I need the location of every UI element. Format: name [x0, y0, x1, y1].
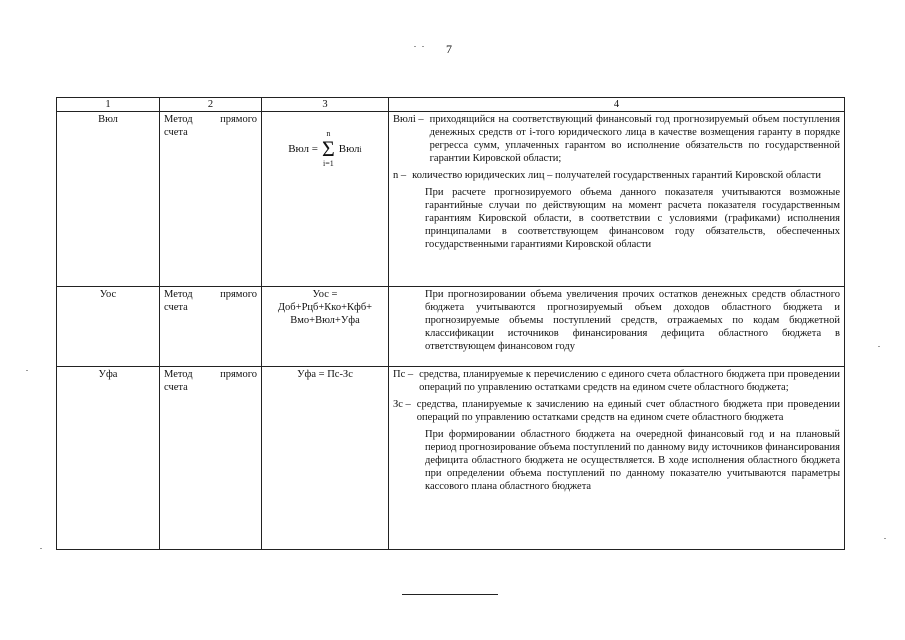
scan-speck	[878, 346, 880, 347]
indicator-table	[56, 97, 845, 550]
formula-term: Вюл	[338, 142, 360, 155]
method-continuation: счета	[164, 382, 188, 393]
calculation-note: При расчете прогнозируемого объема данного показателя учитываются возможные гарантийные случаи по действующим на момент расчета показателя государственным гарантиям Кировской области, в соответствии с условиями (графиками) исполнения принципалами в соответствующем финансовом году обязательств, обеспеченных государственными гарантиями Кировской области	[425, 187, 840, 250]
definition-symbol: n –	[393, 170, 407, 181]
method-first-line: Метод прямого	[164, 289, 257, 300]
definition-item	[393, 398, 840, 424]
scan-speck	[26, 370, 28, 371]
definition-symbol: Пс –	[393, 369, 414, 380]
calculation-note: При прогнозировании объема увеличения прочих остатков денежных средств областного бюджета учитываются прогнозируемый объем доходов областного бюджета и прогнозируемые объемы поступлений средств, отражаемых по кодам бюджетной классификации источников финансирования дефицита областного бюджета в ответствующем финансовом году	[425, 289, 840, 352]
table-header-row	[57, 98, 845, 112]
formula-cell	[262, 112, 389, 287]
method-cell	[160, 287, 262, 367]
definition-text: количество юридических лиц – получателей государственных гарантий Кировской области	[412, 170, 821, 181]
sum-formula	[266, 129, 384, 169]
scan-speck	[414, 46, 416, 47]
scan-speck	[422, 46, 424, 47]
table-row	[57, 367, 845, 550]
footer-divider	[402, 594, 498, 595]
definition-symbol: Вюлі –	[393, 114, 424, 125]
definition-text: средства, планируемые к зачислению на единый счет областного бюджета при проведении операций по управлению остатками средств на едином счете областного бюджета	[416, 399, 840, 423]
description-cell	[389, 367, 845, 550]
definition-text: средства, планируемые к перечислению с единого счета областного бюджета при проведении операций по управлению остатками средств на едином счете областного бюджета;	[419, 369, 840, 393]
column-header: 1	[57, 98, 160, 112]
method-cell	[160, 367, 262, 550]
definition-item	[393, 113, 840, 165]
table-row	[57, 112, 845, 287]
formula-term-subscript: i	[359, 144, 362, 154]
definition-item	[393, 368, 840, 394]
indicator-code: Уфа	[57, 367, 160, 550]
method-first-line: Метод прямого	[164, 114, 257, 125]
method-cell	[160, 112, 262, 287]
formula-cell: Уфа = Пс-Зс	[262, 367, 389, 550]
formula-lhs: Вюл =	[288, 142, 318, 155]
formula-cell: Уос = Доб+Рцб+Кко+Кфб+ Вмо+Вюл+Уфа	[262, 287, 389, 367]
method-continuation: счета	[164, 127, 188, 138]
sigma-icon: n Σ i=1	[321, 129, 335, 168]
definition-symbol: Зс –	[393, 399, 411, 410]
definition-text: приходящийся на соответствующий финансовый год прогнозируемый объем поступления денежных средств от i-того юридического лица в качестве возмещения гаранту в порядке регресса сумм, уплаченных гарантом во исполнение обязательств по государственной гарантии Кировской области;	[429, 114, 840, 164]
definition-item	[393, 169, 840, 182]
column-header: 2	[160, 98, 262, 112]
indicator-code: Уос	[57, 287, 160, 367]
method-first-line: Метод прямого	[164, 369, 257, 380]
column-header: 4	[389, 98, 845, 112]
sum-lower-limit: i=1	[322, 159, 334, 168]
table-row	[57, 287, 845, 367]
scan-speck	[40, 548, 42, 549]
calculation-note: При формировании областного бюджета на очередной финансовый год и на плановый период прогнозирование объема поступлений по данному виду источников финансирования дефицита областного бюджета не осуществляется. В ходе исполнения областного бюджета при определении объема поступлений по данному показателю учитываются параметры кассового плана областного бюджета	[425, 429, 840, 492]
page-number: 7	[446, 42, 452, 56]
column-header: 3	[262, 98, 389, 112]
method-continuation: счета	[164, 302, 188, 313]
scan-speck	[884, 538, 886, 539]
description-cell	[389, 112, 845, 287]
description-cell	[389, 287, 845, 367]
sum-upper-limit: n	[326, 129, 331, 138]
indicator-code: Вюл	[57, 112, 160, 287]
